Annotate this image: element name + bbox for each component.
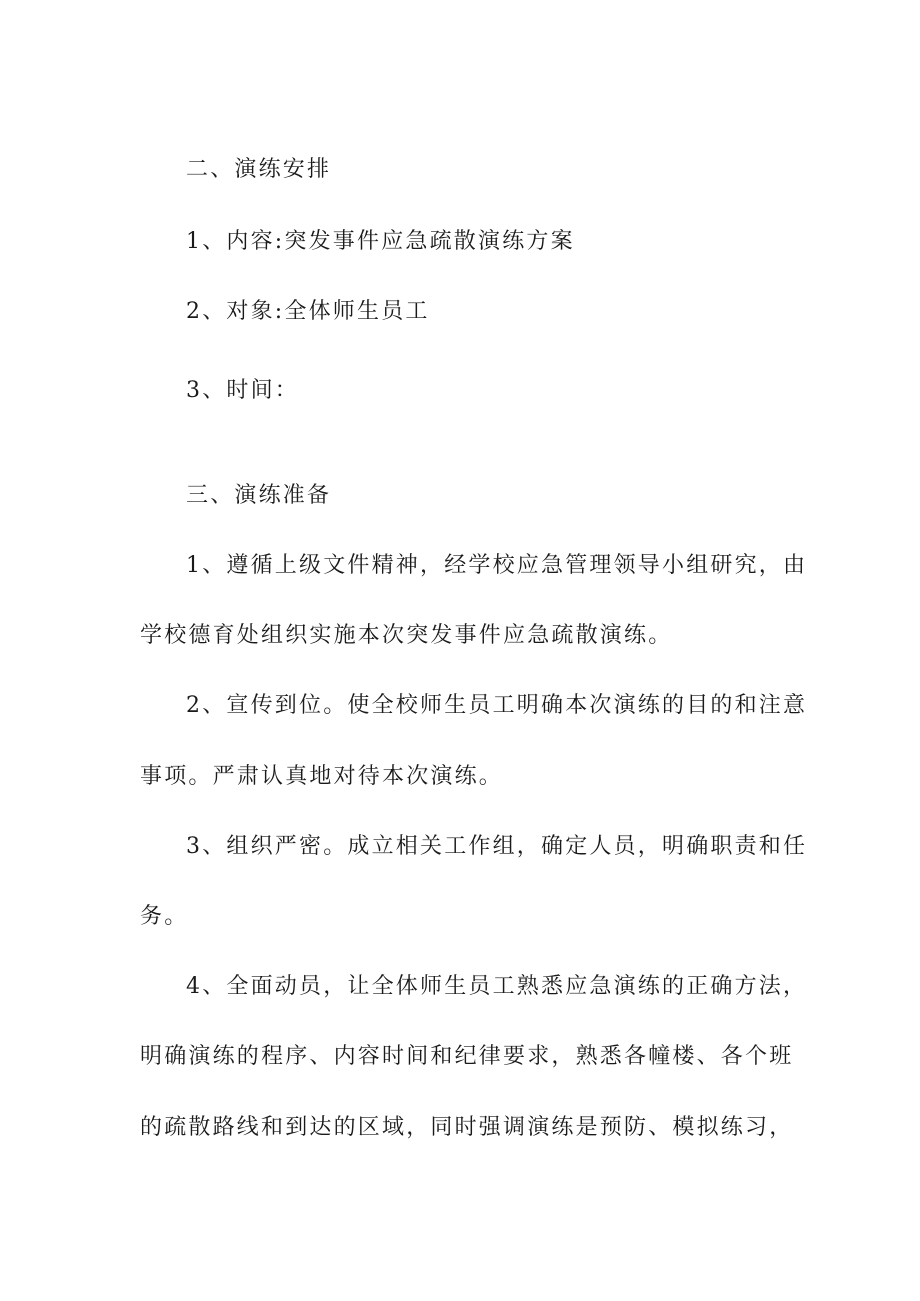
section-2-item-time: 3、时间： xyxy=(186,378,299,403)
paragraph-1-line-2: 学校德育处组织实施本次突发事件应急疏散演练。 xyxy=(140,623,673,648)
section-2-item-audience: 2、对象:全体师生员工 xyxy=(186,299,430,324)
paragraph-3-line-2: 务。 xyxy=(140,904,189,929)
paragraph-4-line-1: 4、全面动员，让全体师生员工熟悉应急演练的正确方法， xyxy=(186,974,808,999)
paragraph-2-line-1: 2、宣传到位。使全校师生员工明确本次演练的目的和注意 xyxy=(186,693,808,718)
paragraph-4-line-3: 的疏散路线和到达的区域，同时强调演练是预防、模拟练习， xyxy=(140,1115,794,1140)
paragraph-1-line-1: 1、遵循上级文件精神，经学校应急管理领导小组研究，由 xyxy=(186,553,808,578)
section-2-heading: 二、演练安排 xyxy=(186,157,332,182)
paragraph-3-line-1: 3、组织严密。成立相关工作组，确定人员，明确职责和任 xyxy=(186,834,808,859)
section-3-heading: 三、演练准备 xyxy=(186,483,332,508)
section-2-item-content: 1、内容:突发事件应急疏散演练方案 xyxy=(186,229,575,254)
paragraph-4-line-2: 明确演练的程序、内容时间和纪律要求，熟悉各幢楼、各个班 xyxy=(140,1044,794,1069)
paragraph-2-line-2: 事项。严肃认真地对待本次演练。 xyxy=(140,764,504,789)
